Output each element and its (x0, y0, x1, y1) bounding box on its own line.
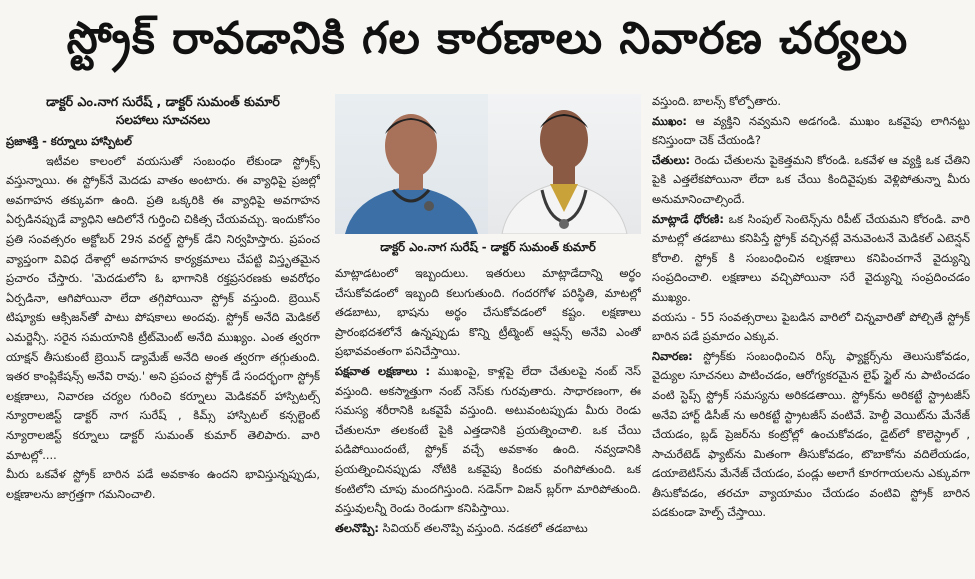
doctor-portrait-icon (488, 94, 641, 234)
article-column-2 (335, 264, 641, 574)
subheading: చేతులు: (652, 152, 691, 167)
byline-subtitle: సలహాలు సూచనలు (115, 113, 211, 127)
paragraph: ఇటీవల కాలంలో వయసుతో సంబంధం లేకుండా స్ట్రోక్స్ వస్తున్నాయి. ఈ స్ట్రోక్‌నే మెదడు వాతం అంటారు. ఈ వ్యాధిపై ప్రజల్లో అవగాహన తక్కువగా ఉంది. ప్రతి ఒక్కరికి ఈ వ్యాధిపై అవగాహన ఏర్పడినప్పుడే వ్యాధిని ఆదిలోనే గుర్తించి చికిత్స చేయవచ్చు. ఇందుకోసం ప్రతి సంవత్సరం అక్టోబర్ 29న వరల్డ్ స్ట్రోక్ డేని నిర్వహిస్తారు. ప్రపంచ వ్యాప్తంగా వివిధ దేశాల్లో అవగాహన కార్యక్రమాలు చేపట్టి విస్తృతమైన ప్రచారం చేస్తారు. 'మెదడులోని ఓ భాగానికి రక్తప్రసరణకు అవరోధం ఏర్పడినా, ఆగిపోయినా లేదా తగ్గిపోయినా స్ట్రోక్ వస్తుంది. బ్రెయిన్ టిష్యూకు ఆక్సిజన్‌తో పాటు పోషకాలు అందవు. స్ట్రోక్ అనేది మెడికల్ ఎమర్జెన్సీ. సరైన సమయానికి ట్రీట్‌మెంట్ అనేది ముఖ్యం. ఎంత త్వరగా యాక్షన్ తీసుకుంటే బ్రెయిన్ డ్యామేజ్ అనేది అంత త్వరగా తగ్గుతుంది. ఇతర కాంప్లికేషన్స్ అనేవి రావు.' అని ప్రపంచ స్ట్రోక్ డే సందర్భంగా స్ట్రోక్ లక్షణాలు, నివారణ చర్యల గురించి కర్నూలు మెడికవర్ హాస్పిటల్స్ న్యూరాలజిస్ట్ డాక్టర్ నాగ సురేష్ , కిమ్స్ హాస్పిటల్ కన్సల్టెంట్ న్యూరాలజిస్ట్ కర్నూలు డాక్టర్ సుమంత్ కుమార్ తెలిపారు. వారి మాటల్లో.... (6, 153, 320, 462)
paragraph (335, 519, 641, 539)
paragraph: మాట్లాడటంలో ఇబ్బందులు. ఇతరులు మాట్లాడేదాన్ని అర్థం చేసుకోవడంలో ఇబ్బంది కలుగుతుంది. గందరగోళ పరిస్థితి, మాటల్లో తడబాటు, భాషను అర్థం చేసుకోవడంలో కష్టం. లక్షణాలు ప్రారంభదశలోనే ఉన్నప్పుడు కొన్ని ట్రీట్మెంట్ ఆప్షన్స్ అనేవి ఎంతో ప్రభావవంతంగా పనిచేస్తాయి. (335, 266, 641, 359)
paragraph (652, 151, 970, 210)
paragraph-text: ఒక సింపుల్ సెంటెన్స్‌ను రిపీట్ చేయమని కోరండి. వారి మాటల్లో తడబాటు కనిపిస్తే స్ట్రోక్ వచ్చినట్లే వెనువెంటనే మెడికల్ ఎటెన్షన్ కోరాలి. స్ట్రోక్ కి సంబంధించిన లక్షణాలు కనిపించగానే వైద్యున్ని సంప్రదించాలి. లక్షణాలు వచ్చిపోయినా సరే వైద్యున్ని సంప్రదించడం ముఖ్యం. (652, 211, 970, 304)
subheading: నివారణ: (652, 348, 693, 363)
paragraph-text: సివియర్ తలనొప్పి వస్తుంది. నడకలో తడబాటు (378, 520, 588, 535)
paragraph-text: స్ట్రోక్‌కు సంబంధించిన రిస్క్ ఫ్యాక్టర్స్‌ను తెలుసుకోవడం, వైద్యుల సూచనలు పాటించడం, ఆరోగ్యకరమైన లైఫ్ స్టైల్ ను పాటించడం వంటి స్టెప్స్ స్ట్రోక్ సమస్యను అరికడతాయి. స్ట్రోక్‌ను అరికట్టే స్ట్రాటజీస్ అనేవి హార్ట్ డిసీజ్ ను అరికట్టే స్ట్రాటజీస్ వంటివే. హెల్దీ వెయిట్‌ను మేనేజ్ చేయడం, బ్లడ్ ప్రెజర్‌ను కంట్రోల్లో ఉంచుకోవడం, డైట్‌లో కొలెస్ట్రాల్ , సాచురేటెడ్ ఫ్యాట్‌ను మితంగా తీసుకోవడం, టొబాకోను వదిలేయడం, డయాబెటిస్‌ను మేనేజ్ చేయడం, పండ్లు అలాగే కూరగాయలను ఎక్కువగా తీసుకోవడం, తరచూ వ్యాయామం చేయడం వంటివి స్ట్రోక్ బారిన పడకుండా హెల్ప్ చేస్తాయి. (652, 348, 970, 520)
byline-authors: డాక్టర్ ఎం.నాగ సురేష్ , డాక్టర్ సుమంత్ కుమార్ (46, 94, 280, 109)
article-column-1 (6, 92, 320, 574)
subheading: తలనొప్పి: (335, 520, 379, 535)
paragraph (652, 112, 970, 151)
photo-dr-naga-suresh (335, 94, 488, 234)
subheading: ముఖం: (652, 113, 687, 128)
article-column-3 (652, 92, 970, 574)
paragraph: మీరు ఒకవేళ స్ట్రోక్ బారిన పడే అవకాశం ఉందని భావిస్తున్నప్పుడు, లక్షణాలను జాగ్రత్తగా గమనించాలి. (6, 467, 320, 501)
paragraph: వస్తుంది. బాలన్స్ కోల్పోతారు. (652, 94, 781, 108)
photo-dr-sumanth-kumar (488, 94, 641, 234)
subheading: మాట్లాడే ధోరణి: (652, 211, 724, 226)
paragraph-text: ఆ వ్యక్తిని నవ్వమని అడగండి. ముఖం ఒకవైపు లాగినట్టు కనిస్తుందా చెక్ చేయండి? (652, 113, 970, 148)
photo-caption: డాక్టర్ ఎం.నాగ సురేష్ - డాక్టర్ సుమంత్ కుమార్ (380, 240, 596, 254)
paragraph-text: ముఖంపై, కాళ్లపై లేదా చేతులపై నంబ్ నెస్ వస్తుంది. అకస్మాత్తుగా నంబ్ నెస్‌కు గురవుతారు. సాధారణంగా, ఈ సమస్య శరీరానికి ఒకవైపే వస్తుంది. అటువంటప్పుడు మీరు రెండు చేతులనూ తలకంటే పైకి ఎత్తడానికి ప్రయత్నించాలి. ఒక చేయి పడిపోయిందంటే, స్ట్రోక్ వచ్చే అవకాశం ఉంది. నవ్వడానికి ప్రయత్నించినప్పుడు నోటికి ఒకవైపు కిందకు వంగిపోతుంది. ఒక కంటిలోని చూపు మందగిస్తుంది. సడెన్‌గా విజన్ బ్లర్‌గా మారిపోతుంది. వస్తువులన్నీ రెండు రెండుగా కనిపిస్తాయి. (335, 363, 641, 516)
subheading: పక్షవాత లక్షణాలు : (335, 363, 431, 378)
paragraph-text: రెండు చేతులను పైకెత్తమని కోరండి. ఒకవేళ ఆ వ్యక్తి ఒక చేతిని పైకి ఎత్తలేకపోయినా లేదా ఒక చేయి కిందివైపుకు వెళ్లిపోతున్నా మీరు అనుమానించాల్సిందే. (652, 152, 970, 206)
headline: స్ట్రోక్ రావడానికి గల కారణాలు నివారణ చర్యలు (66, 13, 909, 64)
paragraph: వయసు - 55 సంవత్సరాలు పైబడిన వారిలో చిన్నవారితో పోల్చితే స్ట్రోక్ బారిన పడే ప్రమాదం ఎక్కువ. (652, 309, 970, 344)
bureau-dateline: ప్రజాశక్తి - కర్నూలు హాస్పిటల్ (6, 134, 132, 148)
paragraph (652, 347, 970, 523)
paragraph (335, 362, 641, 519)
doctor-photos (335, 94, 641, 234)
paragraph (652, 210, 970, 308)
doctor-portrait-icon (335, 94, 488, 234)
